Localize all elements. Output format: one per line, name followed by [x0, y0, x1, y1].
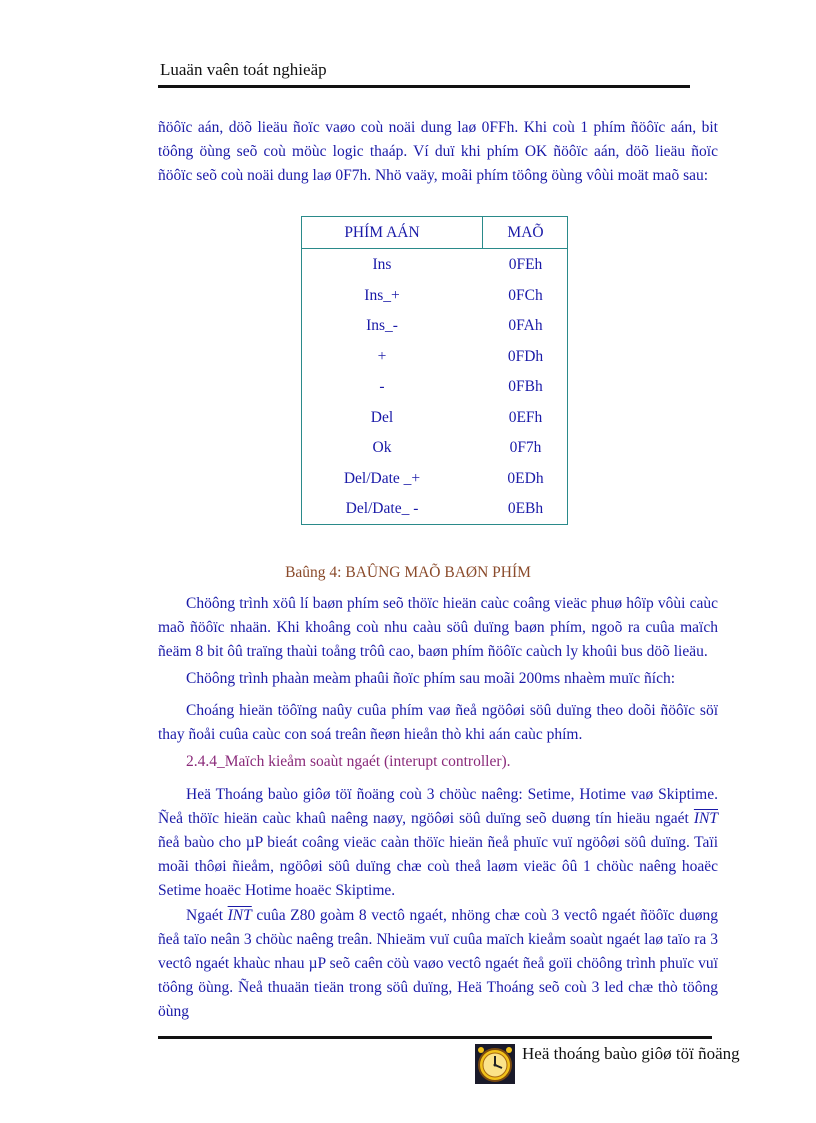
body-paragraph: Chöông trình phaàn meàm phaûi ñoïc phím sau moãi 200ms nhaèm muïc ñích:	[186, 670, 676, 687]
int-signal-label: $\overline{INT}$	[693, 810, 719, 827]
table-cell-code: 0EBh	[507, 500, 544, 517]
table-cell-key: Ins_-	[366, 317, 398, 334]
table-cell-key: Ins_+	[364, 287, 400, 304]
table-cell-code: 0FBh	[508, 378, 543, 395]
table-cell-key: Ok	[372, 439, 392, 456]
table-cell-key: -	[379, 378, 385, 395]
table-cell-key: +	[377, 348, 387, 365]
table-cell-key: Del	[370, 409, 394, 426]
table-cell-code: 0FEh	[508, 256, 543, 273]
table-header-key: PHÍM AÁN	[344, 224, 420, 241]
footer-divider	[158, 1036, 712, 1039]
table-cell-code: 0FDh	[507, 348, 544, 365]
table-cell-code: 0F7h	[509, 439, 542, 456]
table-header-code: MAÕ	[507, 224, 544, 241]
table-cell-key: Del/Date _+	[343, 470, 421, 487]
table-cell-key: Del/Date_ -	[345, 500, 419, 517]
body-paragraph	[158, 783, 718, 903]
body-paragraph: Choáng hieän töôïng naûy cuûa phím vaø ñeå ngöôøi söû duïng theo doõi ñöôïc söï thay ñoåi cuûa caùc con soá treân ñeøn hieån thò khi aán caùc phím.	[158, 702, 718, 743]
table-header-row	[302, 217, 567, 249]
table-cell-code: 0EFh	[508, 409, 543, 426]
body-text: Heä Thoáng baùo giôø töï ñoäng coù 3 chöùc naêng: Setime, Hotime vaø Skiptime. Ñeå thöïc hieän caùc khaû naêng naøy, ngöôøi söû duïng seõ duøng tín hieäu ngaét	[158, 786, 718, 827]
body-paragraph	[158, 904, 718, 1024]
intro-paragraph: ñöôïc aán, döõ lieäu ñoïc vaøo coù noäi dung laø 0FFh. Khi coù 1 phím ñöôïc aán, bit töông öùng seõ coù möùc logic thaáp. Ví duï khi phím OK ñöôïc aán, döõ lieäu ñoïc ñöôïc seõ coù noäi dung laø 0F7h. Nhö vaäy, moãi phím töông öùng vôùi moät maõ sau:	[158, 119, 718, 184]
header-divider	[158, 85, 690, 88]
int-signal-label: $\overline{INT}$	[227, 907, 252, 924]
page-footer-title: Heä thoáng baùo giôø töï ñoäng	[522, 1044, 740, 1063]
body-paragraph: Chöông trình xöû lí baøn phím seõ thöïc hieän caùc coâng vieäc phuø hôïp vôùi caùc maõ ñöôïc nhaän. Khi khoâng coù nhu caàu söû duïng baøn phím, ngoõ ra cuûa maïch ñeäm 8 bit ôû traïng thaùi toång trôû cao, baøn phím ñöôïc caùch ly khoûi bus döõ lieäu.	[158, 595, 718, 660]
table-caption: Baûng 4: BAÛNG MAÕ BAØN PHÍM	[285, 564, 531, 581]
table-cell-code: 0FCh	[508, 287, 543, 304]
section-heading: 2.4.4_Maïch kieåm soaùt ngaét (interupt controller).	[186, 753, 511, 770]
page-header-title: Luaän vaên toát nghieäp	[160, 60, 327, 79]
body-text: cuûa Z80 goàm 8 vectô ngaét, nhöng chæ coù 3 vectô ngaét ñöôïc duøng ñeå taïo neân 3 chöùc naêng treân. Nhieäm vuï cuûa maïch kieåm soaùt ngaét laø taïo ra 3 vectô ngaét khaùc nhau µP seõ caên cöù vaøo vectô ngaét ñeå goïi chöông trình phuïc vuï töông öùng. Ñeå thuaän tieän trong söû duïng, Heä Thoáng seõ coù 3 led chæ thò töông öùng	[158, 907, 719, 1020]
body-text: Ngaét	[186, 907, 224, 924]
table-cell-code: 0FAh	[508, 317, 543, 334]
clock-icon	[475, 1044, 515, 1084]
key-code-table	[301, 216, 568, 525]
table-cell-code: 0EDh	[507, 470, 544, 487]
table-cell-key: Ins	[372, 256, 392, 273]
body-text: ñeå baùo cho µP bieát coâng vieäc caàn thöïc hieän ñeå phuïc vuï ngöôøi söû duïng. Taïi moãi thôøi ñieåm, ngöôøi söû duïng chæ coù theå laøm vieäc ôû 1 chöùc naêng hoaëc Setime hoaëc Hotime hoaëc Skiptime.	[158, 834, 718, 899]
